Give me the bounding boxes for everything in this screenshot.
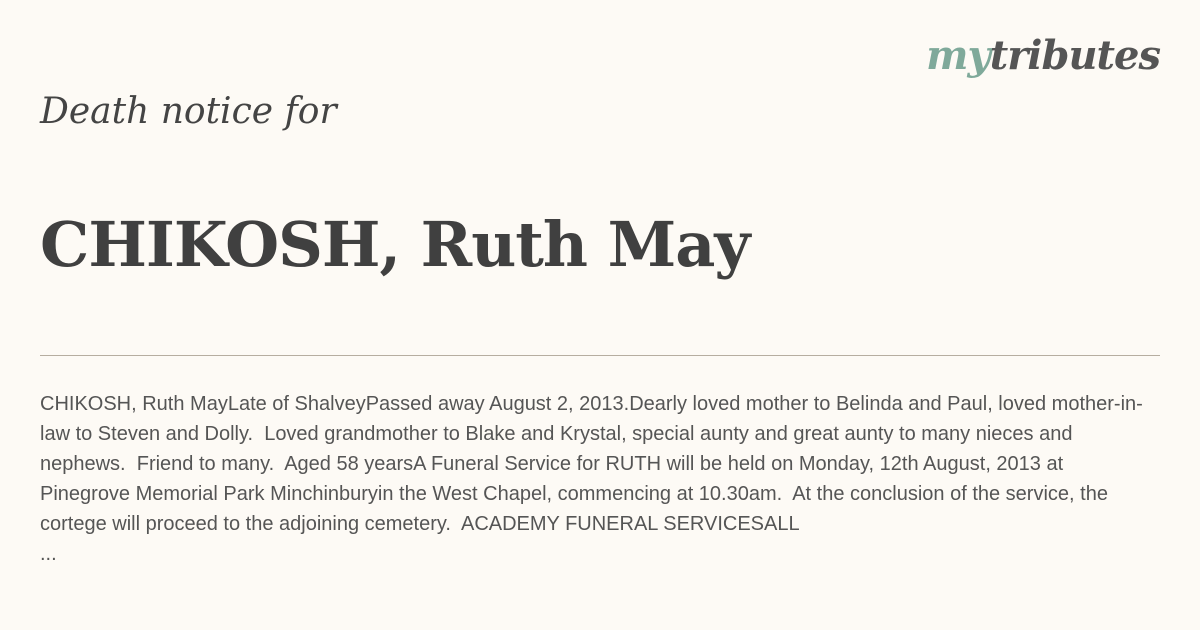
deceased-name: CHIKOSH, Ruth May — [40, 208, 750, 281]
logo-part-my: my — [926, 32, 990, 79]
notice-label: Death notice for — [40, 91, 337, 132]
section-divider — [40, 355, 1160, 356]
mytributes-logo[interactable] — [926, 32, 1160, 79]
truncation-ellipsis: ... — [40, 543, 57, 565]
notice-body-text: CHIKOSH, Ruth MayLate of ShalveyPassed away August 2, 2013.Dearly loved mother to Belinda and Paul, loved mother-in-law to Steven and Dolly. Loved grandmother to Blake and Krystal, special aunty and great aunty to many nieces and nephews. Friend to many. Aged 58 yearsA Funeral Service for RUTH will be held on Monday, 12th August, 2013 at Pinegrove Memorial Park Minchinburyin the West Chapel, commencing at 10.30am. At the conclusion of the service, the cortege will proceed to the adjoining cemetery. ACADEMY FUNERAL SERVICESALL — [40, 393, 1143, 535]
logo-part-tributes: tributes — [989, 32, 1160, 79]
